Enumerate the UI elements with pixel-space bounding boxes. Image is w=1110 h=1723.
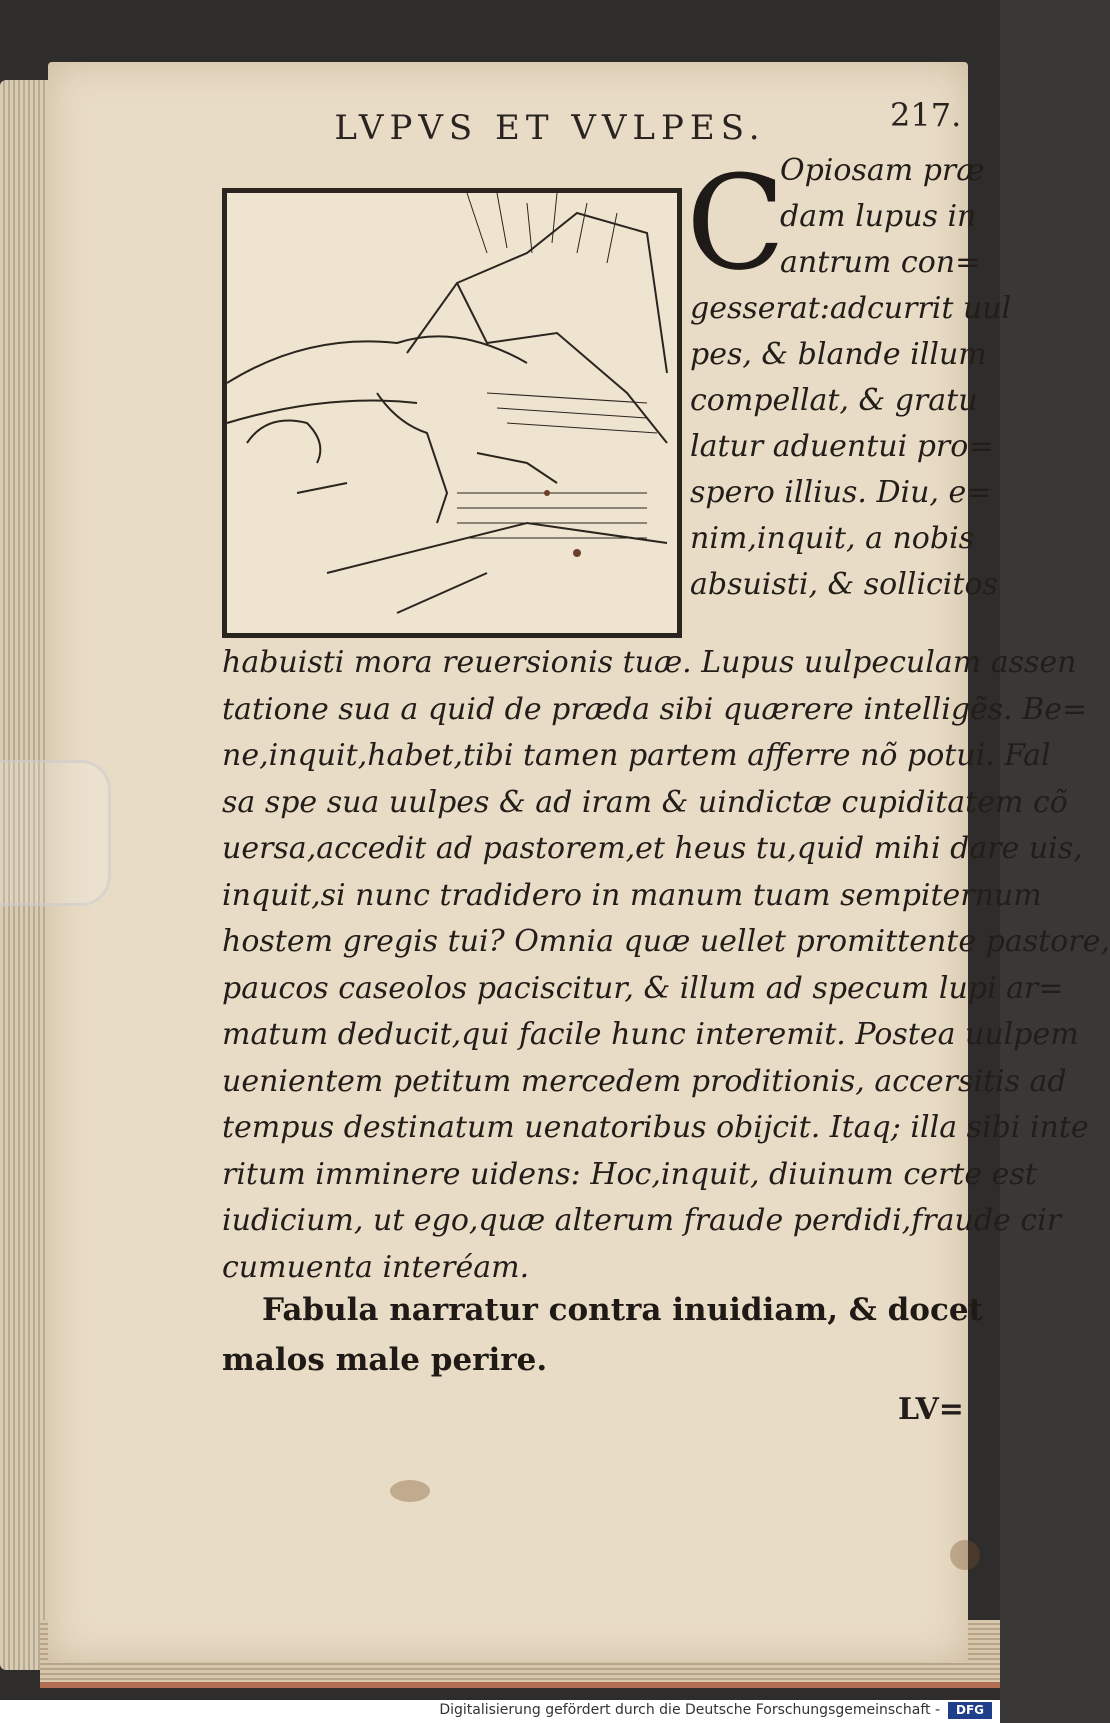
text-line: paucos caseolos paciscitur, & illum ad specum lupi ar=	[222, 970, 1064, 1006]
text-line: dam lupus in	[780, 199, 977, 234]
text-line: sa spe sua uulpes & ad iram & uindictæ cupiditatem cõ	[222, 784, 1068, 820]
text-line: gesserat:adcurrit uul	[690, 291, 1012, 326]
right-column-text	[690, 148, 1012, 608]
catchword: LV=	[898, 1392, 964, 1427]
text-line: inquit,si nunc tradidero in manum tuam sempiternum	[222, 877, 1042, 913]
text-line: uenientem petitum mercedem proditionis, accersitis ad	[222, 1063, 1067, 1099]
text-line: uersa,accedit ad pastorem,et heus tu,quid mihi dare uis,	[222, 831, 1083, 866]
text-line: malos male perire.	[222, 1342, 548, 1378]
footer-credit: Digitalisierung gefördert durch die Deutsche Forschungsgemeinschaft -	[439, 1702, 940, 1718]
fable-moral	[222, 1285, 983, 1385]
page-number: 217.	[890, 96, 962, 134]
text-line: ritum imminere uidens: Hoc,inquit, diuinum certe est	[222, 1156, 1037, 1192]
text-line: spero illius. Diu, e=	[690, 475, 992, 510]
drop-cap-initial: C	[686, 147, 786, 299]
body-text	[222, 640, 1110, 1291]
text-line: Opiosam præ	[780, 153, 985, 188]
text-line: latur aduentui pro=	[690, 429, 994, 464]
text-line: tempus destinatum uenatoribus obijcit. Itaq; illa sibi inte	[222, 1110, 1089, 1145]
ink-stain	[390, 1480, 430, 1502]
text-line: compellat, & gratu	[690, 383, 978, 418]
text-line: nim,inquit, a nobis	[690, 521, 975, 556]
page-clip	[0, 760, 111, 906]
text-line: pes, & blande illum	[690, 337, 987, 372]
text-line: hostem gregis tui? Omnia quæ uellet promittente pastore,	[222, 924, 1110, 959]
text-line: antrum con=	[780, 245, 981, 280]
text-line: iudicium, ut ego,quæ alterum fraude perdidi,fraude cir	[222, 1203, 1062, 1238]
ink-stain	[950, 1540, 980, 1570]
woodcut-wolf-fox-icon	[227, 193, 677, 633]
text-line: habuisti mora reuersionis tuæ. Lupus uulpeculam assen	[222, 645, 1077, 680]
text-line: ne,inquit,habet,tibi tamen partem afferre nõ potui. Fal	[222, 738, 1051, 773]
text-line: Fabula narratur contra inuidiam, & docet	[262, 1292, 983, 1328]
woodcut-illustration	[222, 188, 682, 638]
text-line: cumuenta interéam.	[222, 1249, 530, 1285]
text-line: absuisti, & sollicitos	[690, 567, 998, 602]
running-head: LVPVS ET VVLPES.	[334, 108, 766, 148]
text-line: matum deducit,qui facile hunc interemit. Postea uulpem	[222, 1017, 1079, 1052]
dfg-logo: DFG	[948, 1702, 992, 1719]
text-line: tatione sua a quid de præda sibi quærere intelligẽs. Be=	[222, 691, 1088, 727]
